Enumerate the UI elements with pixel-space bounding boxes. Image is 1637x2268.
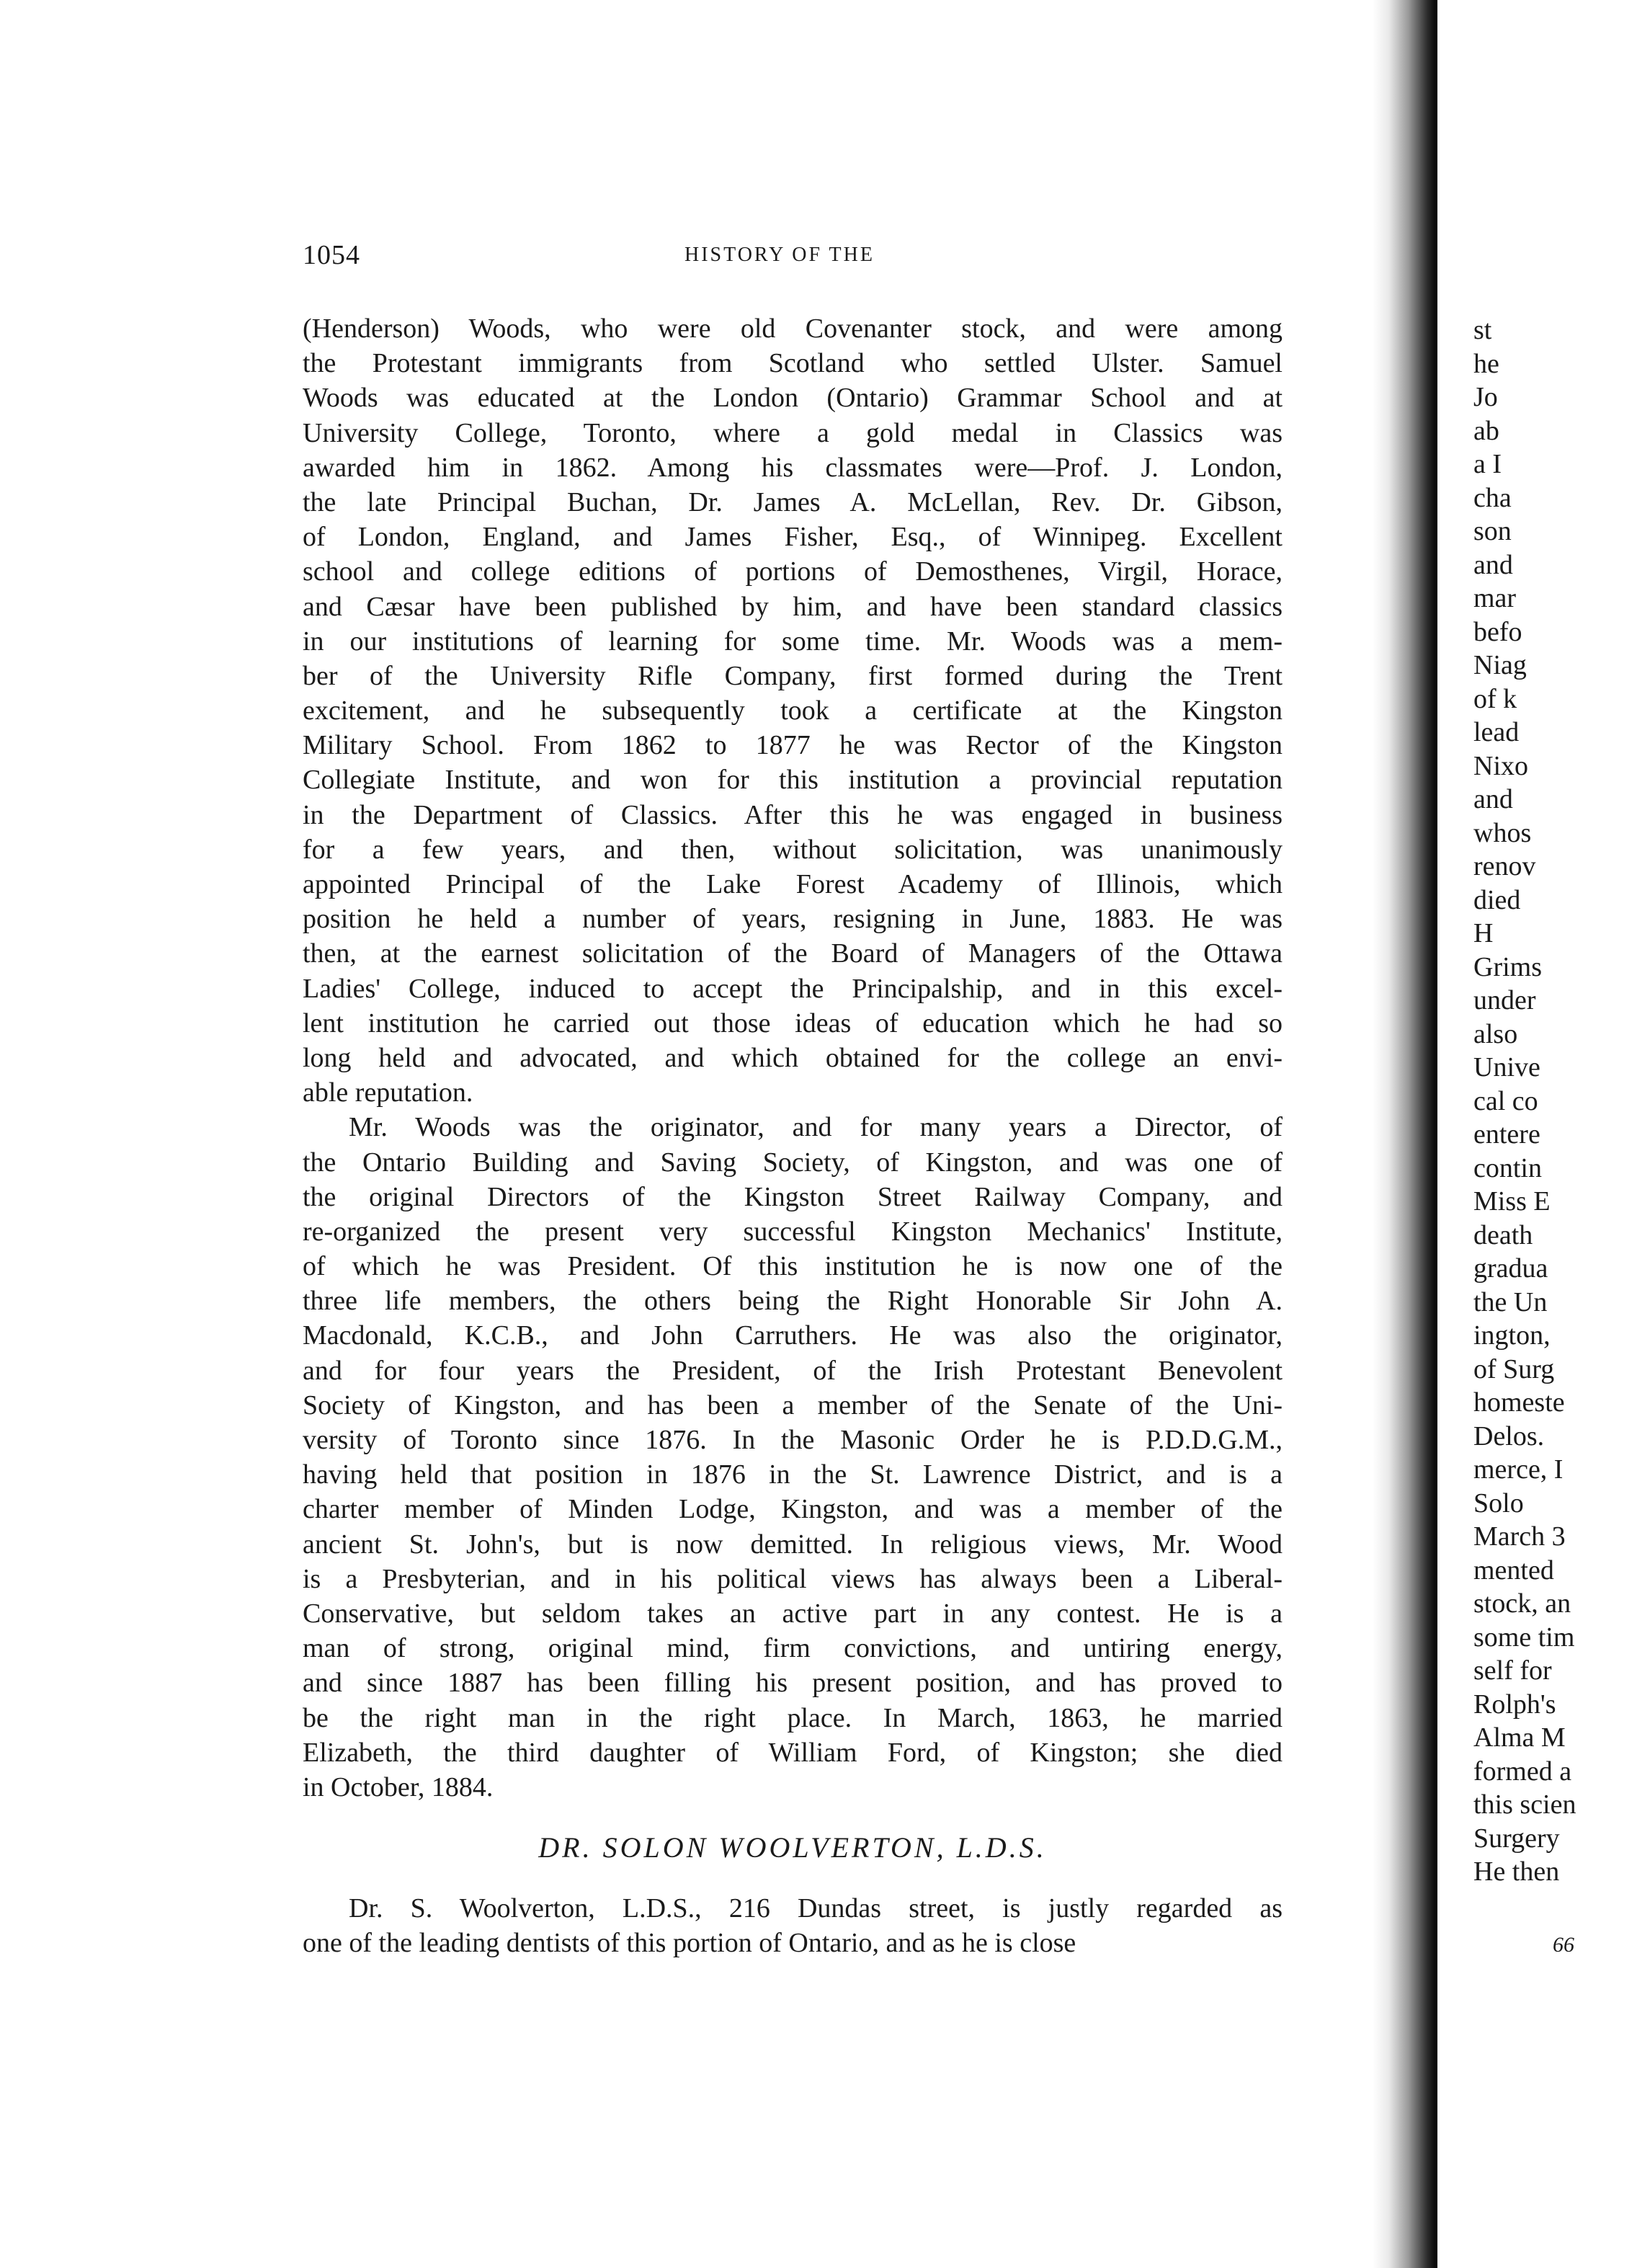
- facing-text-line: st: [1473, 315, 1492, 345]
- facing-text-line: the Un: [1473, 1286, 1548, 1317]
- facing-text-line: died: [1473, 884, 1521, 915]
- facing-text-line: Jo: [1473, 382, 1498, 412]
- page-number: 1054: [303, 240, 360, 270]
- facing-page-number: 66: [1553, 1933, 1574, 1957]
- text-line: the original Directors of the Kingston Street Railway Company, and: [303, 1181, 1283, 1212]
- facing-text-line: Alma M: [1473, 1722, 1566, 1753]
- facing-text-line: ington,: [1473, 1320, 1551, 1351]
- facing-text-line: lead: [1473, 717, 1520, 747]
- text-line: be the right man in the right place. In March, 1863, he married: [303, 1702, 1283, 1733]
- facing-text-line: also: [1473, 1018, 1518, 1049]
- facing-text-line: this scien: [1473, 1789, 1576, 1820]
- text-line: Military School. From 1862 to 1877 he was Rector of the Kingston: [303, 730, 1283, 761]
- text-line: is a Presbyterian, and in his political views has always been a Liberal-: [303, 1563, 1283, 1594]
- text-line: man of strong, original mind, firm convictions, and untiring energy,: [303, 1633, 1283, 1664]
- facing-text-line: Grims: [1473, 951, 1542, 982]
- facing-text-line: entere: [1473, 1119, 1540, 1149]
- text-line: Ladies' College, induced to accept the Principalship, and in this excel-: [303, 973, 1283, 1004]
- text-line: long held and advocated, and which obtained for the college an envi-: [303, 1042, 1283, 1073]
- facing-text-line: Nixo: [1473, 750, 1528, 781]
- text-line: and Cæsar have been published by him, and have been standard classics: [303, 591, 1283, 622]
- text-line: (Henderson) Woods, who were old Covenanter stock, and were among: [303, 313, 1283, 344]
- facing-text-line: Surgery: [1473, 1823, 1560, 1854]
- facing-text-line: Miss E: [1473, 1186, 1551, 1217]
- facing-text-line: contin: [1473, 1152, 1542, 1183]
- facing-text-line: homeste: [1473, 1387, 1565, 1418]
- text-line: Society of Kingston, and has been a member of the Senate of the Uni-: [303, 1389, 1283, 1420]
- facing-text-line: cha: [1473, 482, 1512, 513]
- text-line: the late Principal Buchan, Dr. James A. McLellan, Rev. Dr. Gibson,: [303, 486, 1283, 517]
- facing-text-line: whos: [1473, 817, 1532, 848]
- facing-text-line: mar: [1473, 583, 1517, 613]
- body-text: [303, 311, 1283, 1960]
- text-line: the Ontario Building and Saving Society, of Kingston, and was one of: [303, 1147, 1283, 1178]
- facing-text-line: ab: [1473, 415, 1499, 446]
- text-line: for a few years, and then, without solicitation, was unanimously: [303, 834, 1283, 865]
- facing-text-line: of k: [1473, 683, 1517, 714]
- text-line: then, at the earnest solicitation of the Board of Managers of the Ottawa: [303, 938, 1283, 969]
- facing-text-line: Unive: [1473, 1052, 1540, 1082]
- text-line: position he held a number of years, resigning in June, 1883. He was: [303, 904, 1283, 935]
- facing-text-line: cal co: [1473, 1085, 1538, 1116]
- book-gutter-shadow: [1373, 0, 1437, 2268]
- text-line: Macdonald, K.C.B., and John Carruthers. He was also the originator,: [303, 1320, 1283, 1351]
- text-line: ancient St. John's, but is now demitted. In religious views, Mr. Wood: [303, 1529, 1283, 1560]
- section-heading: DR. SOLON WOOLVERTON, L.D.S.: [538, 1831, 1047, 1864]
- text-line: of which he was President. Of this institution he is now one of the: [303, 1251, 1283, 1282]
- text-line: versity of Toronto since 1876. In the Masonic Order he is P.D.D.G.M.,: [303, 1425, 1283, 1455]
- facing-text-line: Solo: [1473, 1487, 1524, 1518]
- facing-text-line: mented: [1473, 1555, 1554, 1586]
- text-line: lent institution he carried out those ideas of education which he had so: [303, 1008, 1283, 1039]
- facing-text-line: and: [1473, 549, 1513, 580]
- facing-text-line: under: [1473, 985, 1536, 1015]
- text-line: re-organized the present very successful Kingston Mechanics' Institute,: [303, 1216, 1283, 1247]
- text-line: appointed Principal of the Lake Forest Academy of Illinois, which: [303, 869, 1283, 899]
- paragraph-woods-career: [303, 1110, 1283, 1805]
- text-line: excitement, and he subsequently took a certificate at the Kingston: [303, 695, 1283, 726]
- facing-text-line: H: [1473, 918, 1494, 948]
- facing-text-line: Rolph's: [1473, 1689, 1556, 1720]
- text-line: of London, England, and James Fisher, Esq., of Winnipeg. Excellent: [303, 522, 1283, 553]
- facing-text-line: befo: [1473, 616, 1522, 647]
- running-head-title: HISTORY OF THE: [684, 244, 875, 266]
- text-line: one of the leading dentists of this portion of Ontario, and as he is close: [303, 1928, 1076, 1959]
- text-line: charter member of Minden Lodge, Kingston, and was a member of the: [303, 1494, 1283, 1525]
- facing-text-line: He then: [1473, 1856, 1560, 1887]
- facing-page: [1437, 0, 1637, 2268]
- facing-text-line: Delos.: [1473, 1420, 1545, 1451]
- text-line: University College, Toronto, where a gold medal in Classics was: [303, 417, 1283, 448]
- text-line: Mr. Woods was the originator, and for many years a Director, of: [349, 1112, 1283, 1143]
- facing-text-line: merce, I: [1473, 1454, 1564, 1485]
- facing-text-line: Niag: [1473, 650, 1527, 680]
- text-line: awarded him in 1862. Among his classmates were—Prof. J. London,: [303, 452, 1283, 483]
- facing-text-line: death: [1473, 1219, 1533, 1250]
- facing-text-line: son: [1473, 516, 1512, 546]
- paragraph-woolverton: [303, 1891, 1283, 1960]
- text-line: able reputation.: [303, 1077, 473, 1108]
- text-line: in our institutions of learning for some time. Mr. Woods was a mem-: [303, 626, 1283, 657]
- text-line: ber of the University Rifle Company, first formed during the Trent: [303, 660, 1283, 691]
- text-line: in the Department of Classics. After this he was engaged in business: [303, 799, 1283, 830]
- facing-text-line: of Surg: [1473, 1353, 1555, 1384]
- text-line: in October, 1884.: [303, 1771, 494, 1802]
- facing-text-line: stock, an: [1473, 1588, 1571, 1619]
- text-line: having held that position in 1876 in the St. Lawrence District, and is a: [303, 1459, 1283, 1490]
- text-line: Dr. S. Woolverton, L.D.S., 216 Dundas street, is justly regarded as: [349, 1893, 1283, 1924]
- text-line: Conservative, but seldom takes an active part in any contest. He is a: [303, 1598, 1283, 1629]
- text-line: Collegiate Institute, and won for this institution a provincial reputation: [303, 765, 1283, 796]
- running-head: [303, 239, 1283, 275]
- facing-text-line: gradua: [1473, 1253, 1548, 1284]
- facing-page-text: [1473, 313, 1637, 1889]
- facing-text-line: self for: [1473, 1655, 1552, 1686]
- facing-text-line: and: [1473, 784, 1513, 814]
- paragraph-woods-biography: [303, 311, 1283, 1110]
- facing-text-line: a I: [1473, 449, 1502, 479]
- facing-text-line: he: [1473, 348, 1499, 379]
- text-line: and for four years the President, of the Irish Protestant Benevolent: [303, 1355, 1283, 1386]
- facing-text-line: March 3: [1473, 1521, 1566, 1552]
- text-line: and since 1887 has been filling his present position, and has proved to: [303, 1668, 1283, 1699]
- text-line: the Protestant immigrants from Scotland who settled Ulster. Samuel: [303, 348, 1283, 379]
- text-line: Woods was educated at the London (Ontario) Grammar School and at: [303, 383, 1283, 414]
- text-line: school and college editions of portions of Demosthenes, Virgil, Horace,: [303, 556, 1283, 587]
- facing-text-line: formed a: [1473, 1756, 1572, 1787]
- facing-text-line: renov: [1473, 851, 1536, 881]
- facing-text-line: some tim: [1473, 1622, 1575, 1653]
- text-line: Elizabeth, the third daughter of William Ford, of Kingston; she died: [303, 1737, 1283, 1768]
- text-line: three life members, the others being the Right Honorable Sir John A.: [303, 1286, 1283, 1317]
